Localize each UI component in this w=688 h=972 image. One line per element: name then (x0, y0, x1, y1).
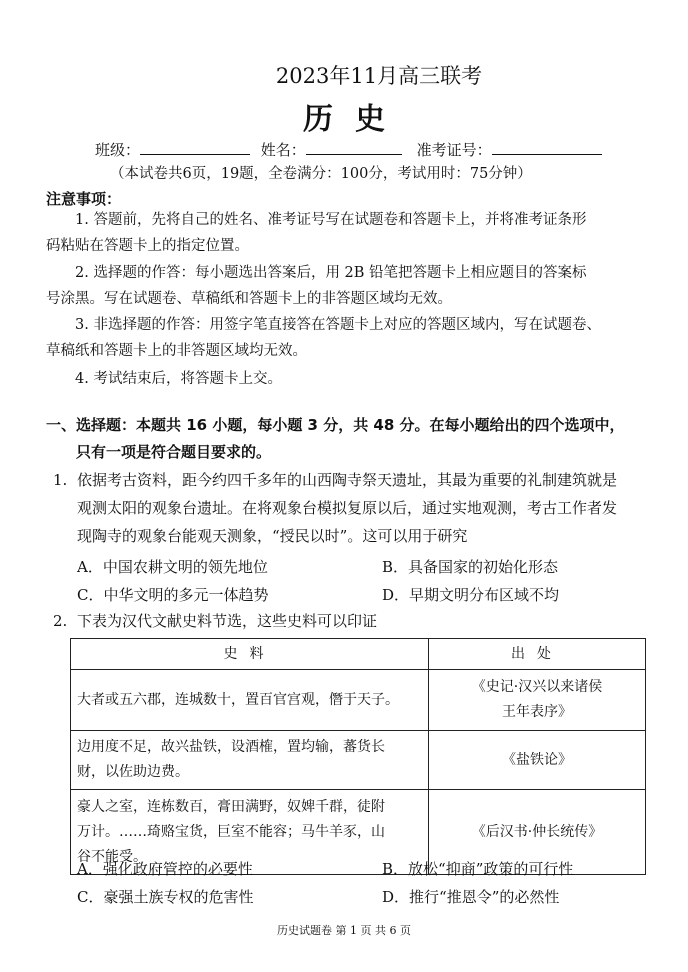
table-cell-origin-line2: 王年表序》 (502, 704, 572, 720)
table-cell-origin: 《盐铁论》 (429, 731, 646, 790)
table-cell-text-line2: 万计。……琦赂宝货，巨室不能容；马牛羊豕，山 (77, 823, 385, 840)
table-row (71, 731, 646, 790)
question-2-option-a: A．强化政府管控的必要性 (77, 860, 253, 878)
question-1-stem-line1: 依据考古资料，距今约四千多年的山西陶寺祭天遗址，其最为重要的礼制建筑就是 (77, 471, 618, 489)
question-1-option-c: C．中华文明的多元一体趋势 (77, 586, 269, 604)
question-1-option-a: A．中国农耕文明的领先地位 (77, 558, 268, 576)
exam-id-label: 准考证号： (416, 141, 492, 159)
source-table (70, 638, 646, 875)
table-header-origin: 出处 (429, 639, 646, 670)
table-cell-text-line1: 豪人之室，连栋数百，膏田满野，奴婢千群，徒附 (77, 798, 385, 815)
name-blank (306, 140, 402, 155)
table-cell-text-line3: 谷不能受。 (77, 848, 147, 865)
question-1-stem-line3: 现陶寺的观象台能观天测象，“授民以时”。这可以用于研究 (77, 527, 468, 545)
table-row (71, 670, 646, 731)
section-heading-line1: 一、选择题：本题共 16 小题，每小题 3 分，共 48 分。在每小题给出的四个选项中， (46, 416, 625, 434)
question-2-option-d: D．推行“推恩令”的必然性 (382, 888, 560, 906)
notice-heading: 注意事项： (46, 190, 122, 208)
table-cell-text-line2: 财，以佐助边费。 (77, 764, 189, 780)
section-heading (46, 412, 625, 466)
notice-item-3-line2: 草稿纸和答题卡上的非答题区域均无效。 (46, 343, 307, 359)
section-heading-line2: 只有一项是符合题目要求的。 (76, 443, 272, 461)
table-cell-origin (429, 670, 646, 731)
page-footer: 历史试题卷 第 1 页 共 6 页 (277, 924, 411, 937)
exam-title: 2023年11月高三联考 (275, 64, 483, 88)
table-cell-text: 大者或五六郡，连城数十，置百官宫观，僭于天子。 (71, 670, 429, 731)
table-header-row (71, 639, 646, 670)
question-1-option-d: D．早期文明分布区域不均 (382, 586, 560, 604)
subject-title: 历史 (303, 102, 407, 137)
table-header-source: 史料 (71, 639, 429, 670)
table-cell-origin: 《后汉书·仲长统传》 (429, 790, 646, 875)
question-1-number: 1. (53, 471, 68, 489)
notice-item-2-line1: 2. 选择题的作答：每小题选出答案后，用 2B 铅笔把答题卡上相应题目的答案标 (75, 265, 587, 281)
question-1-stem-line2: 观测太阳的观象台遗址。在将观象台模拟复原以后，通过实地观测，考古工作者发 (77, 499, 618, 517)
class-blank (140, 140, 250, 155)
notice-item-4: 4. 考试结束后，将答题卡上交。 (75, 371, 282, 387)
question-1-option-b: B．具备国家的初始化形态 (382, 558, 559, 576)
candidate-fields (95, 139, 602, 160)
table-cell-origin-line1: 《史记·汉兴以来诸侯 (471, 679, 603, 695)
question-2-number: 2. (53, 612, 68, 630)
table-cell-text-line1: 边用度不足，故兴盐铁，设酒榷，置均输，蕃货长 (77, 739, 385, 755)
notice-item-1-line1: 1. 答题前，先将自己的姓名、准考证号写在试题卷和答题卡上，并将准考证条形 (75, 212, 587, 228)
exam-info: （本试卷共6页，19题，全卷满分：100分，考试用时：75分钟） (110, 166, 532, 182)
question-2-stem: 下表为汉代文献史料节选，这些史料可以印证 (77, 612, 378, 630)
name-label: 姓名： (260, 141, 306, 159)
table-cell-text (71, 731, 429, 790)
notice-item-1-line2: 码粘贴在答题卡上的指定位置。 (46, 238, 249, 254)
exam-id-blank (492, 140, 602, 155)
question-2-option-b: B．放松“抑商”政策的可行性 (382, 860, 574, 878)
notice-item-2-line2: 号涂黑。写在试题卷、草稿纸和答题卡上的非答题区域均无效。 (46, 291, 452, 307)
notice-item-3-line1: 3. 非选择题的作答：用签字笔直接答在答题卡上对应的答题区域内，写在试题卷、 (75, 317, 601, 333)
class-label: 班级： (95, 141, 141, 159)
question-2-option-c: C．豪强土族专权的危害性 (77, 888, 254, 906)
